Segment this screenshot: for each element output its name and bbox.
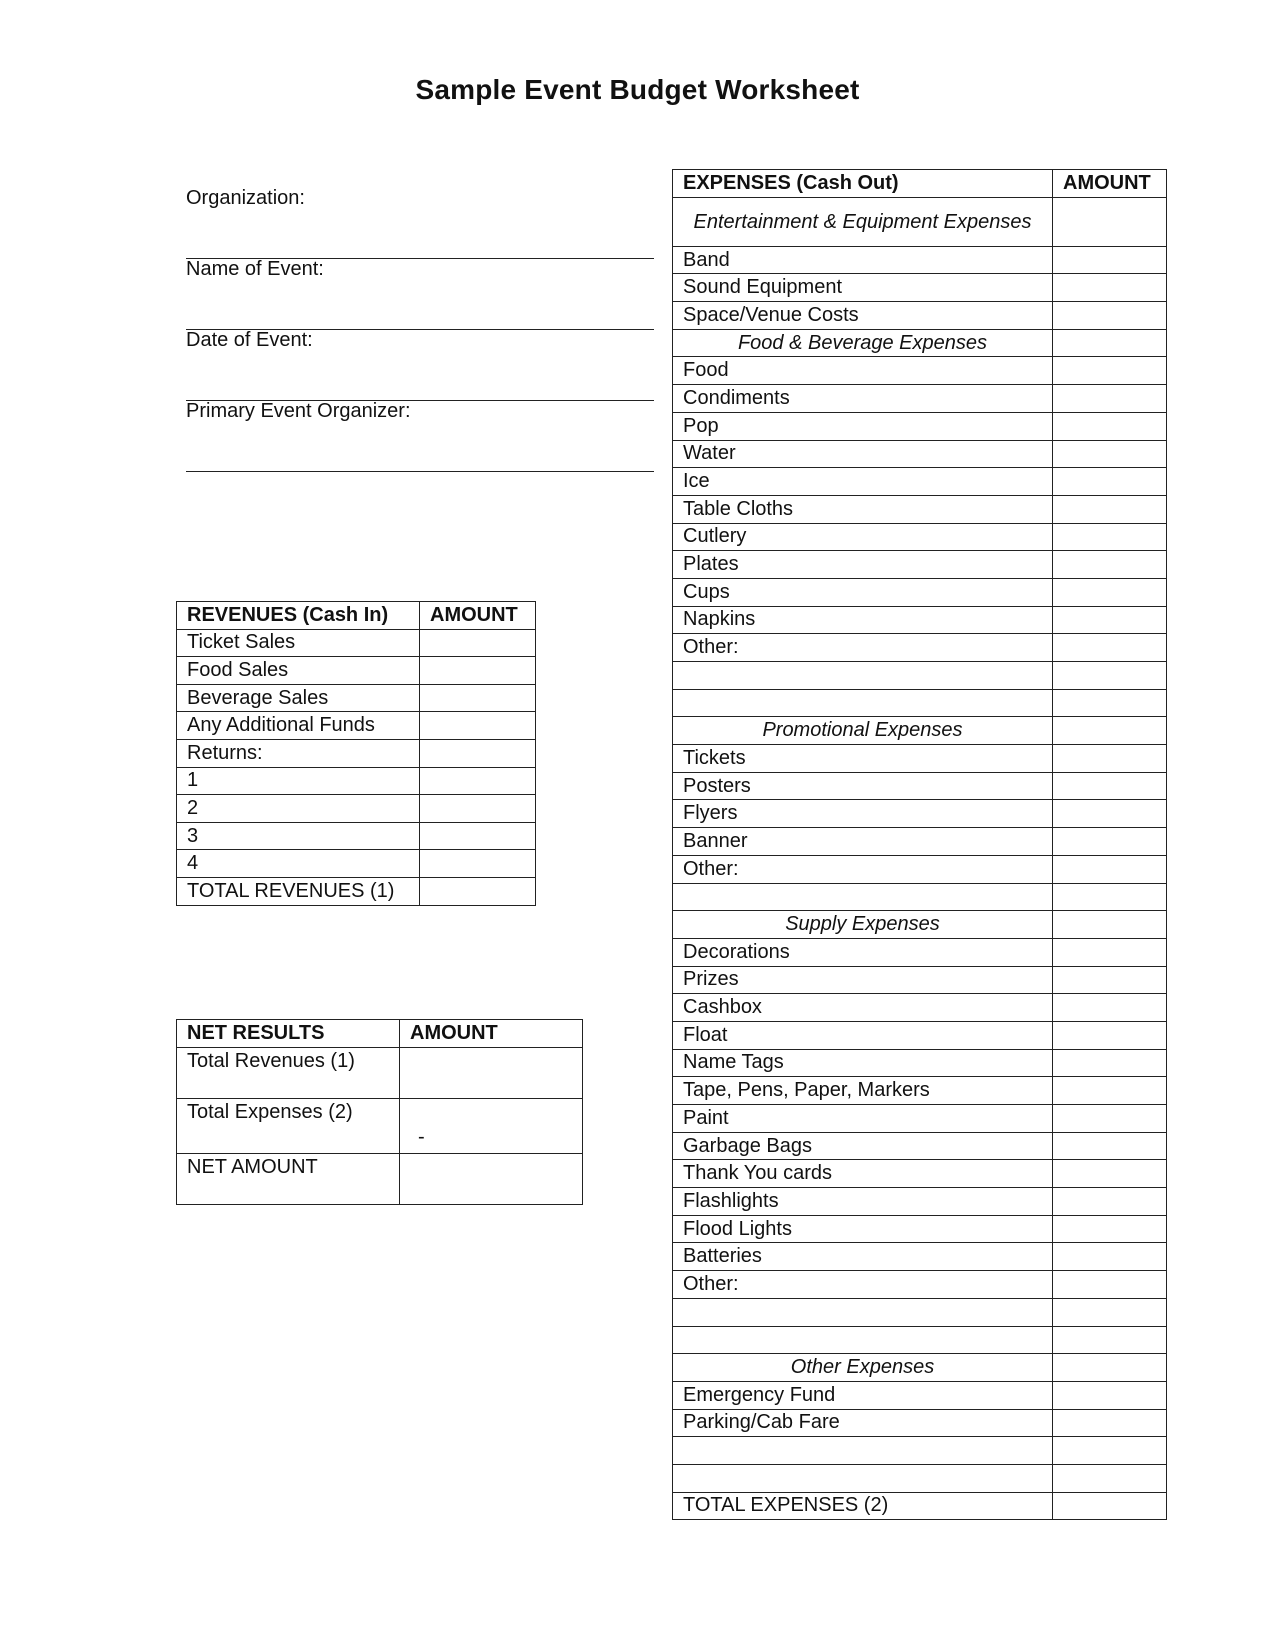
- table-row: [177, 795, 536, 823]
- table-row: [177, 1048, 583, 1099]
- row-label: Band: [673, 246, 1053, 274]
- table-row: [177, 657, 536, 685]
- section-row: [673, 717, 1167, 745]
- total-revenues-label: TOTAL REVENUES (1): [177, 877, 420, 905]
- amount-cell[interactable]: [1053, 745, 1167, 773]
- table-row: [673, 1077, 1167, 1105]
- blank-cell[interactable]: [673, 1464, 1053, 1492]
- row-label: 3: [177, 822, 420, 850]
- amount-cell[interactable]: [1053, 1381, 1167, 1409]
- amount-cell[interactable]: [1053, 385, 1167, 413]
- blank-row: [673, 1464, 1167, 1492]
- amount-cell[interactable]: [1053, 302, 1167, 330]
- table-row: [673, 606, 1167, 634]
- row-label: Name Tags: [673, 1049, 1053, 1077]
- section-row: [673, 911, 1167, 939]
- row-label: Emergency Fund: [673, 1381, 1053, 1409]
- table-row: [673, 357, 1167, 385]
- amount-cell[interactable]: [1053, 1105, 1167, 1133]
- blank-cell[interactable]: [673, 883, 1053, 911]
- row-label: Cups: [673, 578, 1053, 606]
- row-label: Ice: [673, 468, 1053, 496]
- table-row: [177, 850, 536, 878]
- amount-cell[interactable]: [1053, 1409, 1167, 1437]
- total-revenues-label: Total Revenues (1): [177, 1048, 400, 1099]
- table-row: [673, 495, 1167, 523]
- amount-cell[interactable]: [1053, 689, 1167, 717]
- table-row: [673, 634, 1167, 662]
- row-label: Flood Lights: [673, 1215, 1053, 1243]
- table-row: [177, 1154, 583, 1205]
- revenues-header: REVENUES (Cash In): [177, 602, 420, 630]
- blank-row: [673, 662, 1167, 690]
- row-label: Water: [673, 440, 1053, 468]
- amount-cell[interactable]: -: [400, 1099, 583, 1154]
- row-label: 4: [177, 850, 420, 878]
- blank-row: [673, 1326, 1167, 1354]
- row-label: Table Cloths: [673, 495, 1053, 523]
- row-label: 1: [177, 767, 420, 795]
- row-label: Plates: [673, 551, 1053, 579]
- amount-header: AMOUNT: [1053, 170, 1167, 198]
- section-row: [673, 197, 1167, 246]
- event-date-label: Date of Event:: [186, 329, 313, 351]
- table-header-row: [177, 1020, 583, 1048]
- amount-cell[interactable]: [1053, 1160, 1167, 1188]
- row-label: Napkins: [673, 606, 1053, 634]
- table-row: [673, 772, 1167, 800]
- amount-cell: [1053, 329, 1167, 357]
- organization-field[interactable]: [186, 187, 654, 259]
- amount-cell[interactable]: [1053, 1271, 1167, 1299]
- amount-cell[interactable]: [1053, 246, 1167, 274]
- total-row: [673, 1492, 1167, 1520]
- section-heading: Entertainment & Equipment Expenses: [673, 197, 1053, 246]
- row-label: Flashlights: [673, 1188, 1053, 1216]
- table-row: [673, 1215, 1167, 1243]
- page-title: Sample Event Budget Worksheet: [415, 74, 860, 105]
- table-row: [673, 385, 1167, 413]
- row-label: Returns:: [177, 739, 420, 767]
- amount-cell[interactable]: [1053, 1326, 1167, 1354]
- amount-cell[interactable]: [1053, 966, 1167, 994]
- amount-cell[interactable]: [1053, 357, 1167, 385]
- row-label: Ticket Sales: [177, 629, 420, 657]
- event-name-label: Name of Event:: [186, 258, 324, 280]
- amount-cell[interactable]: [1053, 412, 1167, 440]
- blank-cell[interactable]: [673, 1326, 1053, 1354]
- blank-row: [673, 1437, 1167, 1465]
- amount-cell[interactable]: [1053, 468, 1167, 496]
- row-label: Food Sales: [177, 657, 420, 685]
- table-row: [673, 302, 1167, 330]
- organizer-line: [186, 471, 654, 472]
- row-label: Prizes: [673, 966, 1053, 994]
- row-label: Beverage Sales: [177, 684, 420, 712]
- blank-row: [673, 1298, 1167, 1326]
- row-label: Banner: [673, 828, 1053, 856]
- row-label: Condiments: [673, 385, 1053, 413]
- table-row: [673, 1021, 1167, 1049]
- row-label: Parking/Cab Fare: [673, 1409, 1053, 1437]
- amount-cell[interactable]: [1053, 938, 1167, 966]
- amount-cell[interactable]: [1053, 495, 1167, 523]
- amount-cell[interactable]: [420, 822, 536, 850]
- row-label: Other:: [673, 634, 1053, 662]
- amount-cell[interactable]: [1053, 855, 1167, 883]
- amount-cell[interactable]: [1053, 1049, 1167, 1077]
- blank-cell[interactable]: [673, 689, 1053, 717]
- table-row: [673, 994, 1167, 1022]
- section-row: [673, 1354, 1167, 1382]
- section-heading: Food & Beverage Expenses: [673, 329, 1053, 357]
- row-label: Garbage Bags: [673, 1132, 1053, 1160]
- table-row: [177, 684, 536, 712]
- amount-cell: [1053, 197, 1167, 246]
- amount-cell[interactable]: [1053, 1298, 1167, 1326]
- table-row: [673, 1160, 1167, 1188]
- table-header-row: [177, 602, 536, 630]
- amount-cell[interactable]: [1053, 440, 1167, 468]
- amount-cell[interactable]: [1053, 883, 1167, 911]
- total-row: [177, 877, 536, 905]
- net-results-header: NET RESULTS: [177, 1020, 400, 1048]
- table-row: [177, 767, 536, 795]
- row-label: Batteries: [673, 1243, 1053, 1271]
- table-row: [673, 412, 1167, 440]
- amount-cell[interactable]: [1053, 1437, 1167, 1465]
- amount-cell[interactable]: [400, 1154, 583, 1205]
- amount-header: AMOUNT: [420, 602, 536, 630]
- amount-cell[interactable]: [1053, 1188, 1167, 1216]
- row-label: 2: [177, 795, 420, 823]
- amount-cell[interactable]: [420, 712, 536, 740]
- blank-cell[interactable]: [673, 1298, 1053, 1326]
- table-row: [177, 822, 536, 850]
- row-label: Decorations: [673, 938, 1053, 966]
- amount-cell[interactable]: [420, 739, 536, 767]
- amount-cell[interactable]: [1053, 578, 1167, 606]
- row-label: Tickets: [673, 745, 1053, 773]
- row-label: Other:: [673, 1271, 1053, 1299]
- amount-cell[interactable]: [1053, 1077, 1167, 1105]
- table-row: [673, 800, 1167, 828]
- amount-cell[interactable]: [400, 1048, 583, 1099]
- expenses-header: EXPENSES (Cash Out): [673, 170, 1053, 198]
- row-label: Tape, Pens, Paper, Markers: [673, 1077, 1053, 1105]
- amount-cell[interactable]: [1053, 828, 1167, 856]
- table-row: [673, 551, 1167, 579]
- table-row: [673, 828, 1167, 856]
- event-name-field[interactable]: [186, 258, 654, 330]
- amount-cell[interactable]: [420, 684, 536, 712]
- table-row: [673, 1381, 1167, 1409]
- table-row: [673, 745, 1167, 773]
- amount-cell[interactable]: [1053, 1492, 1167, 1520]
- amount-cell[interactable]: [420, 629, 536, 657]
- amount-cell[interactable]: [1053, 1464, 1167, 1492]
- amount-cell[interactable]: [420, 767, 536, 795]
- row-label: Cutlery: [673, 523, 1053, 551]
- amount-cell[interactable]: [1053, 1021, 1167, 1049]
- table-row: [177, 739, 536, 767]
- row-label: Food: [673, 357, 1053, 385]
- amount-cell[interactable]: [1053, 274, 1167, 302]
- row-label: Cashbox: [673, 994, 1053, 1022]
- organizer-field[interactable]: [186, 400, 654, 472]
- table-row: [673, 468, 1167, 496]
- row-label: Other:: [673, 855, 1053, 883]
- table-row: [673, 440, 1167, 468]
- amount-cell[interactable]: [420, 795, 536, 823]
- row-label: Pop: [673, 412, 1053, 440]
- table-row: [673, 1409, 1167, 1437]
- section-heading: Other Expenses: [673, 1354, 1053, 1382]
- row-label: Flyers: [673, 800, 1053, 828]
- amount-header: AMOUNT: [400, 1020, 583, 1048]
- amount-cell[interactable]: [1053, 772, 1167, 800]
- table-row: [673, 855, 1167, 883]
- net-amount-label: NET AMOUNT: [177, 1154, 400, 1205]
- amount-cell[interactable]: [1053, 662, 1167, 690]
- amount-cell: [1053, 911, 1167, 939]
- amount-cell[interactable]: [1053, 1215, 1167, 1243]
- blank-row: [673, 883, 1167, 911]
- table-row: [673, 938, 1167, 966]
- table-row: [673, 523, 1167, 551]
- row-label: Float: [673, 1021, 1053, 1049]
- expenses-table: [672, 169, 1167, 1520]
- table-row: [673, 578, 1167, 606]
- section-row: [673, 329, 1167, 357]
- amount-cell[interactable]: [1053, 800, 1167, 828]
- total-expenses-label: TOTAL EXPENSES (2): [673, 1492, 1053, 1520]
- table-row: [177, 629, 536, 657]
- event-date-field[interactable]: [186, 329, 654, 401]
- organizer-label: Primary Event Organizer:: [186, 400, 411, 422]
- row-label: Space/Venue Costs: [673, 302, 1053, 330]
- amount-cell[interactable]: [1053, 606, 1167, 634]
- amount-cell[interactable]: [1053, 1132, 1167, 1160]
- section-heading: Promotional Expenses: [673, 717, 1053, 745]
- row-label: Posters: [673, 772, 1053, 800]
- table-row: [673, 246, 1167, 274]
- amount-cell: [1053, 717, 1167, 745]
- amount-cell[interactable]: [1053, 551, 1167, 579]
- table-row: [673, 1243, 1167, 1271]
- total-expenses-label: Total Expenses (2): [177, 1099, 400, 1154]
- organization-label: Organization:: [186, 187, 305, 209]
- row-label: Any Additional Funds: [177, 712, 420, 740]
- table-row: [177, 1099, 583, 1154]
- net-results-table: [176, 1019, 583, 1205]
- table-row: [673, 1271, 1167, 1299]
- amount-cell[interactable]: [420, 657, 536, 685]
- blank-row: [673, 689, 1167, 717]
- amount-cell[interactable]: [1053, 994, 1167, 1022]
- table-row: [673, 966, 1167, 994]
- blank-cell[interactable]: [673, 1437, 1053, 1465]
- row-label: Thank You cards: [673, 1160, 1053, 1188]
- row-label: Sound Equipment: [673, 274, 1053, 302]
- amount-cell: [1053, 1354, 1167, 1382]
- amount-cell[interactable]: [1053, 634, 1167, 662]
- section-heading: Supply Expenses: [673, 911, 1053, 939]
- blank-cell[interactable]: [673, 662, 1053, 690]
- table-row: [673, 1132, 1167, 1160]
- table-row: [673, 274, 1167, 302]
- table-row: [673, 1049, 1167, 1077]
- amount-cell[interactable]: [420, 850, 536, 878]
- table-row: [673, 1105, 1167, 1133]
- table-header-row: [673, 170, 1167, 198]
- table-row: [673, 1188, 1167, 1216]
- amount-cell[interactable]: [1053, 523, 1167, 551]
- amount-cell[interactable]: [1053, 1243, 1167, 1271]
- row-label: Paint: [673, 1105, 1053, 1133]
- revenues-table: [176, 601, 536, 906]
- amount-cell[interactable]: [420, 877, 536, 905]
- table-row: [177, 712, 536, 740]
